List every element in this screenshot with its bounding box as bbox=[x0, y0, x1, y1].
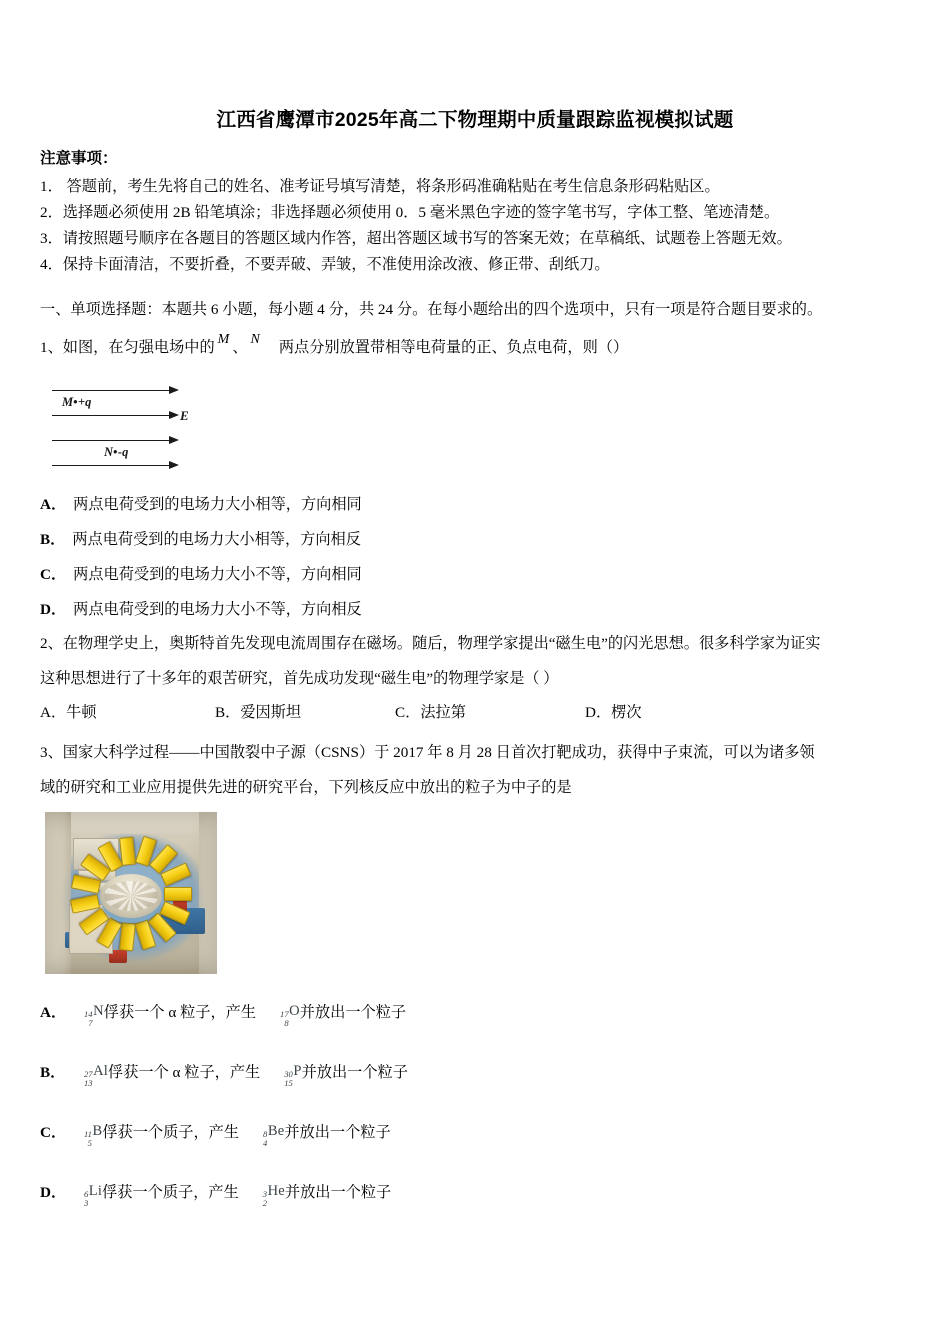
nuclide-reactant bbox=[84, 1181, 102, 1208]
question-1-option-a[interactable] bbox=[40, 494, 362, 516]
question-3-stem-line-1: 3、国家大科学过程——中国散裂中子源（CSNS）于 2017 年 8 月 28 日首次打靶成功，获得中子束流，可以为诸多领 bbox=[40, 744, 815, 761]
mass-number: 30 bbox=[284, 1069, 293, 1080]
question-2-options-row bbox=[40, 702, 642, 724]
mass-number: 14 bbox=[84, 1009, 93, 1020]
mass-number: 17 bbox=[280, 1009, 289, 1020]
field-line-4 bbox=[52, 465, 170, 466]
atomic-number: 4 bbox=[263, 1137, 268, 1148]
field-label-e: E bbox=[180, 408, 189, 423]
nuclide-product bbox=[280, 1001, 300, 1028]
option-mark: D． bbox=[40, 601, 67, 618]
detector-module bbox=[119, 922, 136, 951]
option-mark: D． bbox=[585, 704, 612, 721]
notice-item-2: 2．选择题必须使用 2B 铅笔填涂；非选择题必须使用 0．5 毫米黑色字迹的签字笔书写，字体工整、笔迹清楚。 bbox=[40, 204, 780, 221]
option-text-end: 并放出一个粒子 bbox=[284, 1184, 392, 1201]
charge-dot-n: • bbox=[113, 445, 118, 459]
nuclide-reactant bbox=[84, 1061, 108, 1088]
csns-facility-photo bbox=[45, 812, 217, 974]
nuclide-product bbox=[263, 1181, 285, 1208]
option-mark: A． bbox=[40, 704, 67, 721]
notice-heading: 注意事项： bbox=[40, 150, 118, 167]
mass-number: 27 bbox=[84, 1069, 93, 1080]
question-1-stem bbox=[40, 332, 629, 359]
option-mark: B． bbox=[40, 531, 66, 548]
element-symbol: B bbox=[92, 1123, 103, 1139]
option-mark: C． bbox=[40, 566, 67, 583]
question-3-option-d[interactable] bbox=[40, 1182, 391, 1210]
charge-label-m-name: M bbox=[62, 395, 74, 409]
mass-number: 6 bbox=[84, 1189, 89, 1200]
atomic-number: 8 bbox=[284, 1017, 289, 1028]
element-symbol: Al bbox=[93, 1063, 108, 1079]
option-mark: D． bbox=[40, 1184, 67, 1201]
option-mark: A． bbox=[40, 1004, 67, 1021]
option-text: 爱因斯坦 bbox=[240, 704, 302, 721]
question-1-symbol-m: M bbox=[217, 332, 230, 347]
option-text-mid: 俘获一个质子，产生 bbox=[102, 1124, 240, 1141]
option-mark: C． bbox=[40, 1124, 67, 1141]
section-heading: 一、单项选择题：本题共 6 小题，每小题 4 分，共 24 分。在每小题给出的四个选项中，只有一项是符合题目要求的。 bbox=[40, 301, 823, 318]
element-symbol: Be bbox=[267, 1123, 285, 1139]
charge-label-m bbox=[62, 395, 91, 410]
atomic-number: 13 bbox=[84, 1077, 93, 1088]
option-text-end: 并放出一个粒子 bbox=[284, 1124, 391, 1141]
nuclide-indices bbox=[280, 1010, 289, 1028]
page-title: 江西省鹰潭市2025年高二下物理期中质量跟踪监视模拟试题 bbox=[216, 109, 734, 131]
mass-number: 11 bbox=[84, 1129, 92, 1140]
element-symbol: Li bbox=[88, 1183, 103, 1199]
atomic-number: 15 bbox=[284, 1077, 293, 1088]
detector-module bbox=[164, 887, 192, 901]
charge-label-n bbox=[104, 445, 128, 460]
option-text: 两点电荷受到的电场力大小不等，方向相同 bbox=[73, 566, 362, 583]
option-text-mid: 俘获一个 α 粒子，产生 bbox=[103, 1004, 257, 1021]
option-mark: A． bbox=[40, 496, 67, 513]
question-1-stem-mid: 、 bbox=[232, 339, 248, 356]
question-2-option-c[interactable] bbox=[395, 702, 585, 724]
question-2-stem-line-2: 这种思想进行了十多年的艰苦研究，首先成功发现“磁生电”的物理学家是（ ） bbox=[40, 670, 559, 687]
element-symbol: O bbox=[289, 1003, 300, 1019]
question-1-number: 1、 bbox=[40, 339, 63, 356]
question-1-option-b[interactable] bbox=[40, 529, 361, 551]
option-mark: C． bbox=[395, 704, 421, 721]
nuclide-indices bbox=[84, 1130, 92, 1148]
notice-item-4: 4．保持卡面清洁，不要折叠，不要弄破、弄皱，不准使用涂改液、修正带、刮纸刀。 bbox=[40, 256, 610, 273]
field-line-2 bbox=[52, 415, 170, 416]
option-text: 楞次 bbox=[611, 704, 642, 721]
option-text: 两点电荷受到的电场力大小相等，方向相反 bbox=[72, 531, 361, 548]
atomic-number: 3 bbox=[84, 1197, 89, 1208]
nuclide-indices bbox=[263, 1190, 267, 1208]
option-text: 两点电荷受到的电场力大小相等，方向相同 bbox=[73, 496, 362, 513]
central-target-station bbox=[100, 874, 162, 918]
atomic-number: 7 bbox=[88, 1017, 93, 1028]
question-3-option-c[interactable] bbox=[40, 1122, 391, 1150]
option-mark: B． bbox=[215, 704, 241, 721]
question-2-option-d[interactable] bbox=[585, 702, 642, 724]
question-1-stem-before: 如图，在匀强电场中的 bbox=[62, 339, 215, 356]
detector-module bbox=[119, 837, 136, 866]
option-mark: B． bbox=[40, 1064, 66, 1081]
uniform-electric-field-diagram bbox=[52, 386, 202, 468]
option-text-end: 并放出一个粒子 bbox=[299, 1004, 407, 1021]
charge-label-n-name: N bbox=[104, 445, 114, 459]
element-symbol: P bbox=[293, 1063, 302, 1079]
nuclide-product bbox=[284, 1061, 301, 1088]
nuclide-reactant bbox=[84, 1001, 104, 1028]
nuclide-indices bbox=[84, 1190, 88, 1208]
question-1-option-c[interactable] bbox=[40, 564, 362, 586]
question-3-option-a[interactable] bbox=[40, 1002, 406, 1030]
atomic-number: 2 bbox=[262, 1197, 268, 1208]
option-text: 法拉第 bbox=[420, 704, 466, 721]
mass-number: 3 bbox=[262, 1189, 268, 1200]
charge-label-m-sign: +q bbox=[78, 395, 92, 409]
notice-item-3: 3．请按照题号顺序在各题目的答题区域内作答，超出答题区域书写的答案无效；在草稿纸、试题卷上答题无效。 bbox=[40, 230, 792, 247]
nuclide-indices bbox=[84, 1070, 93, 1088]
question-2-option-a[interactable] bbox=[40, 702, 215, 724]
option-text-mid: 俘获一个质子，产生 bbox=[102, 1184, 239, 1201]
charge-label-n-sign: -q bbox=[117, 445, 129, 459]
field-line-3 bbox=[52, 440, 170, 441]
nuclide-indices bbox=[263, 1130, 267, 1148]
element-symbol: N bbox=[93, 1003, 104, 1019]
charge-dot-m: • bbox=[73, 395, 79, 409]
question-2-option-b[interactable] bbox=[215, 702, 395, 724]
question-1-option-d[interactable] bbox=[40, 599, 362, 621]
element-symbol: He bbox=[267, 1183, 285, 1199]
question-1-symbol-n: N bbox=[250, 332, 260, 347]
option-text: 两点电荷受到的电场力大小不等，方向相反 bbox=[73, 601, 362, 618]
nuclide-indices bbox=[284, 1070, 293, 1088]
mass-number: 8 bbox=[263, 1129, 268, 1140]
question-2-stem-line-1: 2、在物理学史上，奥斯特首先发现电流周围存在磁场。随后，物理学家提出“磁生电”的闪光思想。很多科学家为证实 bbox=[40, 635, 821, 652]
question-3-stem-line-2: 域的研究和工业应用提供先进的研究平台，下列核反应中放出的粒子为中子的是 bbox=[40, 779, 572, 796]
question-3-option-b[interactable] bbox=[40, 1062, 408, 1090]
atomic-number: 5 bbox=[87, 1137, 92, 1148]
field-line-1 bbox=[52, 390, 170, 391]
nuclide-product bbox=[263, 1121, 284, 1148]
nuclide-reactant bbox=[84, 1121, 102, 1148]
notice-item-1: 1． 答题前，考生先将自己的姓名、准考证号填写清楚，将条形码准确粘贴在考生信息条形码粘贴区。 bbox=[40, 178, 720, 195]
option-text-mid: 俘获一个 α 粒子，产生 bbox=[108, 1064, 261, 1081]
question-1-stem-after: 两点分别放置带相等电荷量的正、负点电荷，则（） bbox=[278, 339, 629, 356]
option-text-end: 并放出一个粒子 bbox=[301, 1064, 408, 1081]
nuclide-indices bbox=[84, 1010, 93, 1028]
option-text: 牛顿 bbox=[66, 704, 97, 721]
